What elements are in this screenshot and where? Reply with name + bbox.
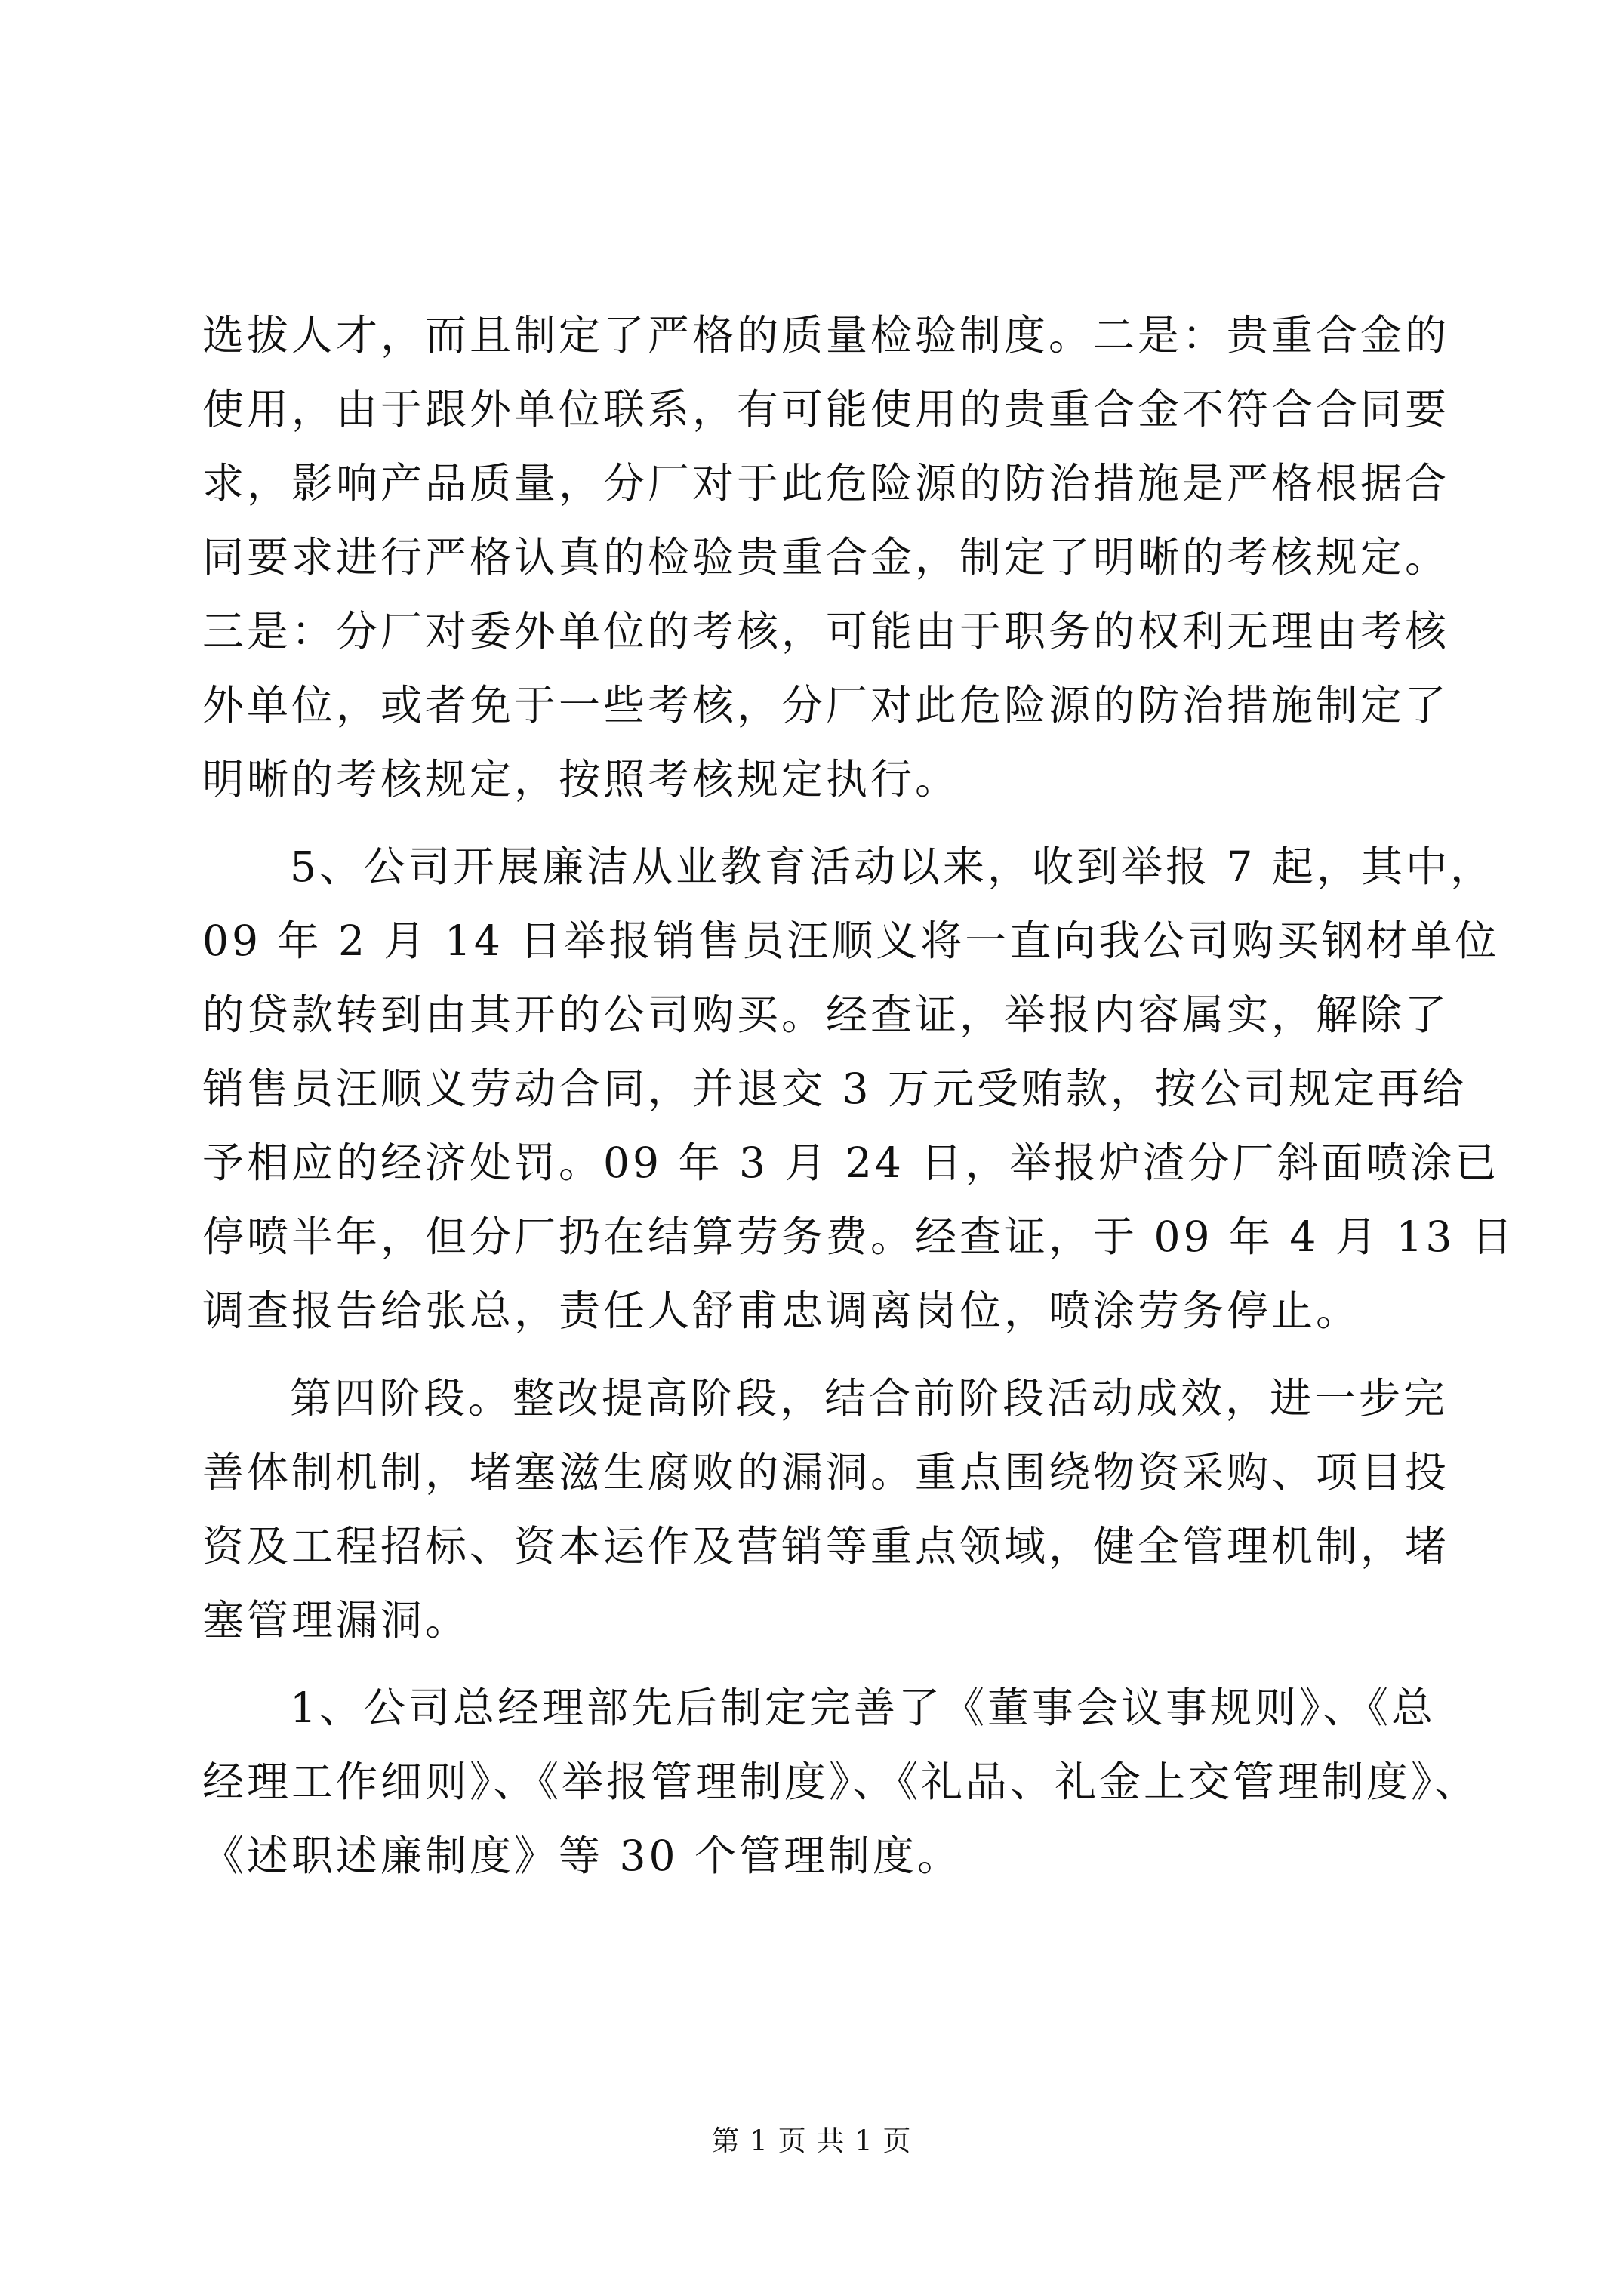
text-line: 善体制机制，堵塞滋生腐败的漏洞。重点围绕物资采购、项目投 — [202, 1448, 1450, 1496]
page-footer: 第 1 页 共 1 页 — [711, 2125, 912, 2157]
text-line: 《述职述廉制度》等 30 个管理制度。 — [202, 1832, 962, 1880]
text-line: 同要求进行严格认真的检验贵重合金，制定了明晰的考核规定。 — [202, 533, 1450, 581]
text-line: 资及工程招标、资本运作及营销等重点领域，健全管理机制，堵 — [202, 1522, 1450, 1570]
text-line: 塞管理漏洞。 — [202, 1596, 470, 1644]
text-line: 明晰的考核规定，按照考核规定执行。 — [202, 755, 960, 803]
paragraph-3 — [202, 1361, 1471, 1657]
text-line: 的贷款转到由其开的公司购买。经查证，举报内容属实，解除了 — [202, 991, 1450, 1039]
text-line: 经理工作细则》、《举报管理制度》、《礼品、礼金上交管理制度》、 — [202, 1758, 1480, 1806]
text-line: 5、公司开展廉洁从业教育活动以来，收到举报 7 起，其中， — [290, 843, 1495, 891]
text-line: 选拔人才，而且制定了严格的质量检验制度。二是：贵重合金的 — [202, 311, 1450, 359]
text-line: 第四阶段。整改提高阶段，结合前阶段活动成效，进一步完 — [290, 1374, 1449, 1422]
text-line: 销售员汪顺义劳动合同，并退交 3 万元受贿款，按公司规定再给 — [202, 1065, 1467, 1113]
text-line: 外单位，或者免于一些考核，分厂对此危险源的防治措施制定了 — [202, 681, 1450, 729]
text-line: 求，影响产品质量，分厂对于此危险源的防治措施是严格根据合 — [202, 459, 1450, 507]
document-body — [202, 298, 1516, 1893]
paragraph-2 — [202, 830, 1516, 1348]
text-line: 使用，由于跟外单位联系，有可能使用的贵重合金不符合合同要 — [202, 385, 1450, 433]
text-line: 09 年 2 月 14 日举报销售员汪顺义将一直向我公司购买钢材单位 — [202, 917, 1500, 965]
text-line: 1、公司总经理部先后制定完善了《董事会议事规则》、《总 — [290, 1684, 1436, 1732]
paragraph-4 — [202, 1671, 1480, 1893]
text-line: 停喷半年，但分厂扔在结算劳务费。经查证，于 09 年 4 月 13 日 — [202, 1213, 1516, 1261]
paragraph-1 — [202, 298, 1471, 816]
text-line: 予相应的经济处罚。09 年 3 月 24 日，举报炉渣分厂斜面喷涂已 — [202, 1139, 1500, 1187]
text-line: 三是：分厂对委外单位的考核，可能由于职务的权利无理由考核 — [202, 607, 1450, 655]
text-line: 调查报告给张总，责任人舒甫忠调离岗位，喷涂劳务停止。 — [202, 1287, 1361, 1335]
